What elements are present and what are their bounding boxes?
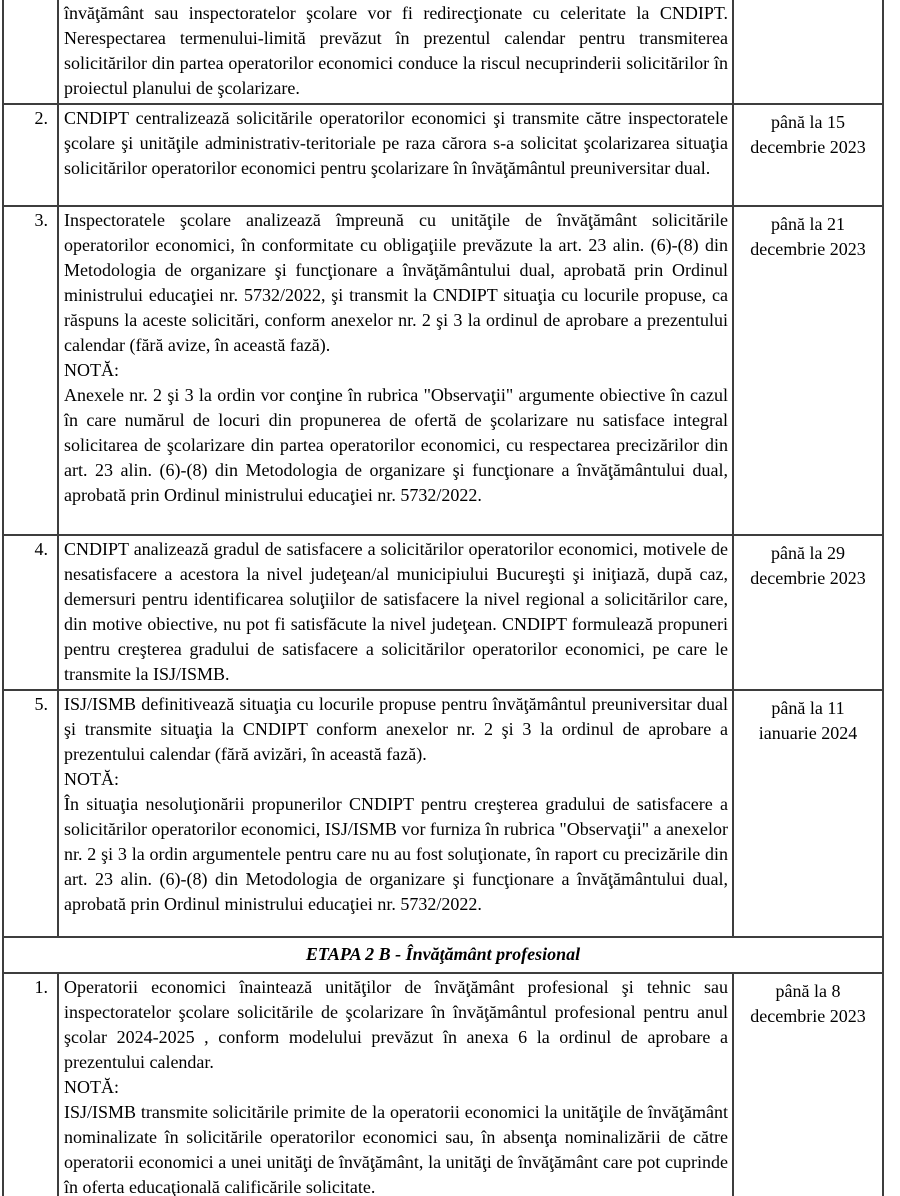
cell-note-label: NOTĂ: [64, 769, 119, 789]
cell-paragraph: ISJ/ISMB transmite solicitările primite de la operatorii economici la unităţile de învăţământ nominalizate în solicitările operatorilor economici sau, în absenţa nominalizării de către operatorii economici a unei unităţi de învăţământ, la unităţi de învăţământ care pot cuprinde în oferta educaţională calificările solicitate. [64, 1102, 728, 1196]
row-number: 5. [3, 690, 58, 937]
table-section-header-row [3, 937, 883, 973]
cell-paragraph: Operatorii economici înaintează unităţilor de învăţământ profesional şi tehnic sau inspectoratelor şcolare solicitările de şcolarizare în învăţământul profesional pentru anul şcolar 2024-2025 , conform modelului prevăzut în anexa 6 la ordinul de aprobare a prezentului calendar. [64, 977, 728, 1072]
activity-cell [58, 206, 733, 535]
activity-cell [58, 0, 733, 104]
cell-note-label: NOTĂ: [64, 360, 119, 380]
row-number: 3. [3, 206, 58, 535]
row-number: 4. [3, 535, 58, 690]
cell-paragraph: Inspectoratele şcolare analizează împreună cu unităţile de învăţământ solicitările operatorilor economici, în conformitate cu obligaţiile prevăzute la art. 23 alin. (6)-(8) din Metodologia de organizare şi funcţionare a învăţământului dual, aprobată prin Ordinul ministrului educaţiei nr. 5732/2022, şi transmit la CNDIPT situaţia cu locurile propuse, ca răspuns la aceste solicitări, conform anexelor nr. 2 şi 3 la ordinul de aprobare a prezentului calendar (fără avize, în această fază). [64, 210, 728, 355]
deadline-line: decembrie 2023 [750, 239, 866, 259]
table-row [3, 206, 883, 535]
activity-cell [58, 535, 733, 690]
table-row [3, 0, 883, 104]
deadline-cell [733, 206, 883, 535]
table-row [3, 690, 883, 937]
cell-paragraph: CNDIPT centralizează solicitările operatorilor economici şi transmite către inspectoratele şcolare şi unităţile administrativ-teritoriale pe raza cărora s-a solicitat şcolarizarea situaţia solicitărilor operatorilor economici pentru şcolarizare în învăţământul preuniversitar dual. [64, 108, 728, 178]
table-row [3, 535, 883, 690]
deadline-cell [733, 535, 883, 690]
deadline-line: decembrie 2023 [750, 1006, 866, 1026]
cell-paragraph: Anexele nr. 2 şi 3 la ordin vor conţine în rubrica "Observaţii" argumente obiective în cazul în care numărul de locuri din propunerea de ofertă de şcolarizare nu satisface integral solicitarea de şcolarizare din partea operatorilor economici, cu respectarea precizărilor din art. 23 alin. (6)-(8) din Metodologia de organizare şi funcţionare a învăţământului dual, aprobată prin Ordinul ministrului educaţiei nr. 5732/2022. [64, 385, 728, 505]
row-number: 1. [3, 973, 58, 1196]
cell-paragraph: CNDIPT analizează gradul de satisfacere a solicitărilor operatorilor economici, motivele de nesatisfacere a acestora la nivel judeţean/al municipiului Bucureşti şi iniţiază, după caz, demersuri pentru identificarea soluţiilor de satisfacere la nivel regional a solicitărilor care, din motive obiective, nu pot fi satisfăcute la nivel judeţean. CNDIPT formulează propuneri pentru creşterea gradului de satisfacere a solicitărilor operatorilor economici, pe care le transmite la ISJ/ISMB. [64, 539, 728, 684]
cell-paragraph: ISJ/ISMB definitivează situaţia cu locurile propuse pentru învăţământul preuniversitar dual şi transmite situaţia la CNDIPT conform anexelor nr. 2 şi 3 la ordinul de aprobare a prezentului calendar (fără avizări, în această fază). [64, 694, 728, 764]
activity-cell [58, 973, 733, 1196]
row-number [3, 0, 58, 104]
deadline-cell [733, 0, 883, 104]
deadline-line: ianuarie 2024 [758, 723, 858, 743]
activity-cell [58, 690, 733, 937]
deadline-line: decembrie 2023 [750, 568, 866, 588]
deadline-line: până la 21 [771, 214, 845, 234]
table-row [3, 973, 883, 1196]
deadline-line: până la 8 [775, 981, 841, 1001]
deadline-line: până la 11 [771, 698, 845, 718]
section-header-etapa-2b: ETAPA 2 B - Învăţământ profesional [3, 937, 883, 973]
cell-paragraph: învăţământ sau inspectoratelor şcolare vor fi redirecţionate cu celeritate la CNDIPT. Nerespectarea termenului-limită prevăzut în prezentul calendar pentru transmiterea solicitărilor din partea operatorilor economici conduce la riscul necuprinderii solicitărilor în proiectul planului de şcolarizare. [64, 3, 728, 98]
deadline-line: până la 15 [771, 112, 845, 132]
deadline-cell [733, 104, 883, 206]
activity-cell [58, 104, 733, 206]
table-row [3, 104, 883, 206]
cell-note-label: NOTĂ: [64, 1077, 119, 1097]
calendar-table [2, 0, 884, 1196]
deadline-line: până la 29 [771, 543, 845, 563]
deadline-line: decembrie 2023 [750, 137, 866, 157]
deadline-cell [733, 973, 883, 1196]
row-number: 2. [3, 104, 58, 206]
cell-paragraph: În situaţia nesoluţionării propunerilor CNDIPT pentru creşterea gradului de satisfacere a solicitărilor operatorilor economici, ISJ/ISMB vor furniza în rubrica "Observaţii" a anexelor nr. 2 şi 3 la ordin argumentele pentru care nu au fost soluţionate, în raport cu precizările din art. 23 alin. (6)-(8) din Metodologia de organizare şi funcţionare a învăţământului dual, aprobată prin Ordinul ministrului educaţiei nr. 5732/2022. [64, 794, 728, 914]
deadline-cell [733, 690, 883, 937]
